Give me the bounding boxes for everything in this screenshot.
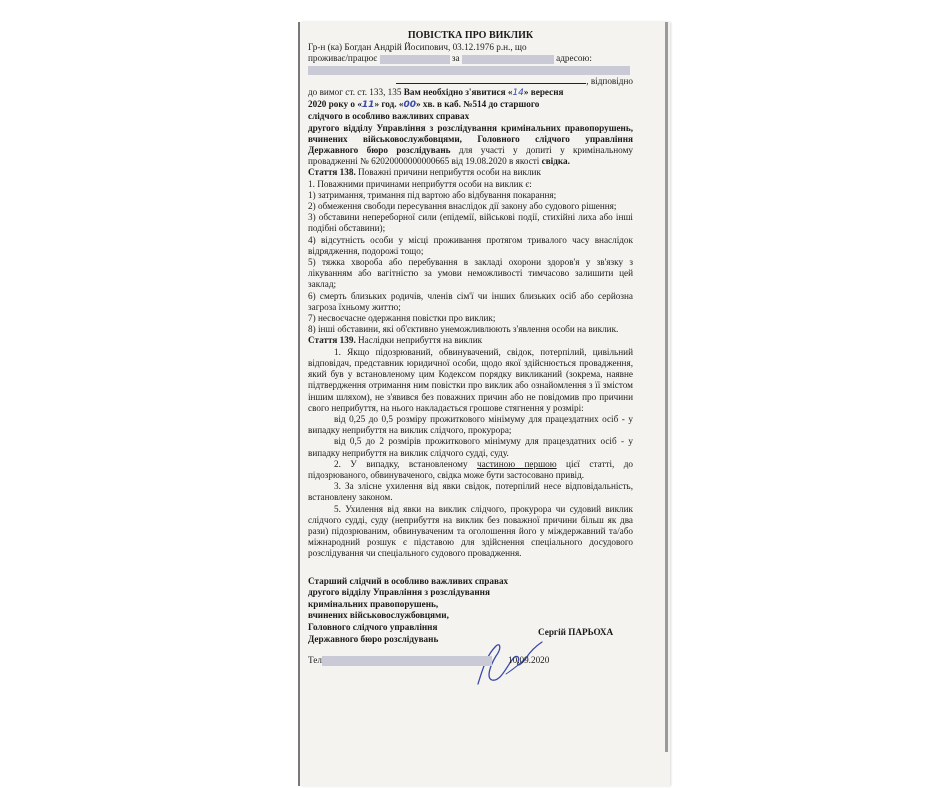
signer-title-line: Державного бюро розслідувань [308,633,439,644]
article-138-heading: Стаття 138. Поважні причини неприбуття особи на виклик [308,167,541,178]
footer-line [308,655,633,667]
intro-line-4: до вимог ст. ст. 133, 135 Вам необхідно з'явитися «14» вересня [308,87,564,99]
paper-right-edge [665,22,668,752]
handwritten-minutes: 00 [403,100,416,111]
art138-item: 1. Поважними причинами неприбуття особи на виклик є: [308,178,532,189]
art138-item: 4) відсутність особи у місці проживання протягом тривалого часу внаслідок відрядження, подорожі тощо; [308,234,633,256]
signer-title-line: вчинених військовослужбовцями, [308,610,449,621]
signer-block [308,576,633,646]
redacted-phone [322,656,492,666]
address-underline [396,83,586,84]
document-title: ПОВІСТКА ПРО ВИКЛИК [407,30,534,41]
art138-item: 3) обставини непереборної сили (епідемії, військові події, стихійні лиха або інші подібні обставини); [308,212,633,234]
art139-paragraph-1b: від 0,5 до 2 розмірів прожиткового мінімуму для працездатних осіб - у випадку неприбуття на виклик слідчого судді, суду. [308,436,633,458]
intro-line-redacted [308,65,633,76]
intro-line-2: проживає/працює за адресою: [308,53,592,64]
art138-item: 5) тяжка хвороба або перебування в закладі охорони здоров'я у зв'язку з лікуванням або вагітністю за умови неможливості тимчасово залишити цей заклад; [308,257,633,290]
art138-item: 8) інші обставини, які об'єктивно унеможливлюють з'явлення особи на виклик. [308,324,619,335]
signer-title-line: другого відділу Управління з розслідування [308,587,490,598]
art138-item: 2) обмеження свободи пересування внаслідок дії закону або судового рішення; [308,201,617,212]
art139-paragraph-2: 2. У випадку, встановленому частиною першою цієї статті, до підозрюваного, обвинуваченого, свідка може бути застосовано привід. [308,458,634,480]
art138-item: 6) смерть близьких родичів, членів сім'ї чи інших близьких осіб або серйозна загроза їхньому життю; [308,290,633,312]
intro-line-6: слідчого в особливо важливих справах [308,111,470,122]
art138-item: 1) затримання, тримання під вартою або відбування покарання; [308,189,557,200]
art139-paragraph-3: 3. За злісне ухилення від явки свідок, потерпілий несе відповідальність, встановлену законом. [308,481,633,503]
art138-item: 7) несвоєчасне одержання повістки про виклик; [308,313,496,324]
article-139-heading: Стаття 139. Наслідки неприбуття на виклик [308,335,483,346]
signer-title-line: Старший слідчий в особливо важливих справах [308,575,509,586]
redacted-field [462,55,554,64]
handwritten-hour: 11 [361,100,375,111]
document-date: 10.09.2020 [508,655,550,666]
intro-line-7: другого відділу Управління з розслідування кримінальних правопорушень, вчинених військовослужбовцями, Головного слідчого управління Державного бюро розслідувань для участі у допиті у кримінальному провадженні № 62020000000000665 від 19.08.2020 в якості свідка. [308,122,633,167]
art139-paragraph-1a: від 0,25 до 0,5 розміру прожиткового мінімуму для працездатних осіб - у випадку неприбуття на виклик слідчого, прокурора; [308,413,633,436]
signer-title-line: кримінальних правопорушень, [308,598,439,609]
summons-document [308,30,633,667]
signer-title-line: Головного слідчого управління [308,621,438,632]
art139-paragraph-5: 5. Ухилення від явки на виклик слідчого, прокурора чи судовий виклик слідчого судді, суду (неприбуття на виклик без поважної причини більш як два рази) підозрюваним, обвинуваченим та оголошення його у міждержавний та/або міжнародний розшук є підставою для здійснення спеціального досудового розслідування чи спеціального судового провадження. [308,503,633,559]
intro-line-3: , відповідно [308,76,633,87]
redacted-address [308,66,630,75]
art139-paragraph-1: 1. Якщо підозрюваний, обвинувачений, свідок, потерпілий, цивільний відповідач, представник юридичної особи, щодо якої здійснюється провадження, який був у встановленому цим Кодексом порядку викликаний (зокрема, наявне підтвердження отримання ним повістки про виклик або ознайомлення з її змістом іншим шляхом), не з'явився без поважних причин або не повідомив про причини свого неприбуття, на нього накладається грошове стягнення у розмірі: [308,346,633,413]
signer-name: Сергій ПАРЬОХА [538,626,614,637]
handwritten-day: 14 [512,88,524,99]
intro-line-1: Гр-н (ка) Богдан Андрій Йосипович, 03.12.1976 р.н., що [308,42,527,53]
telephone-label: Тел [308,655,322,666]
redacted-field [380,55,450,64]
intro-line-5: 2020 року о «11» год. «00» хв. в каб. №514 до старшого [308,99,540,111]
